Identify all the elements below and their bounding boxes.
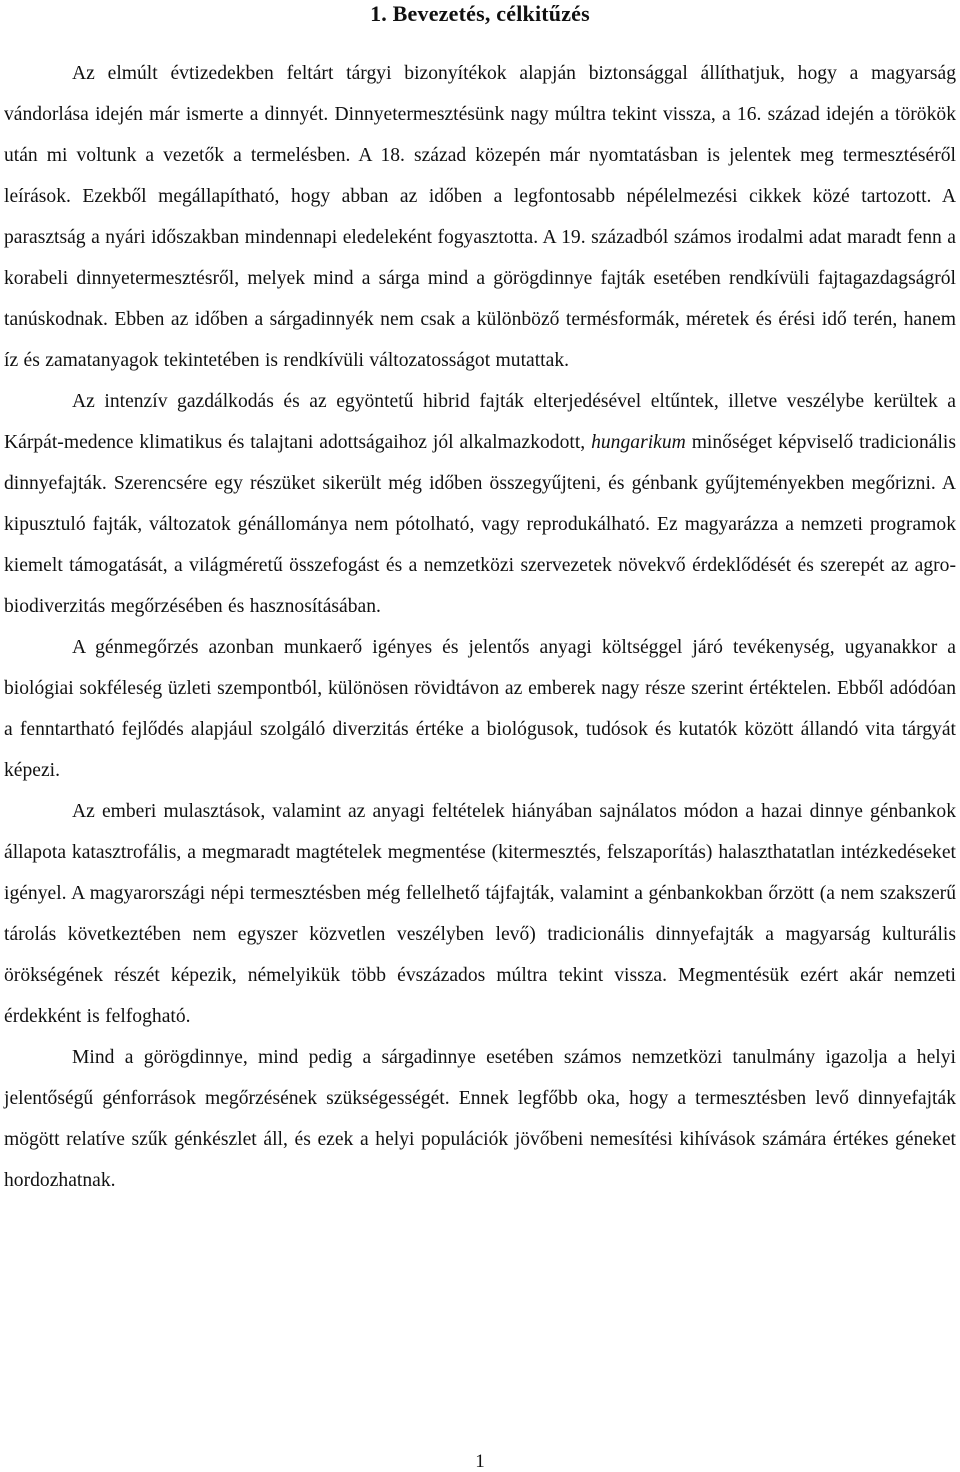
hungarikum-term: hungarikum — [591, 432, 686, 453]
section-heading: 1. Bevezetés, célkitűzés — [370, 1, 590, 26]
paragraph-5: Mind a görögdinnye, mind pedig a sárgadinnye esetében számos nemzetközi tanulmány igazolja a helyi jelentőségű génforrások megőrzésének szükségességét. Ennek legfőbb oka, hogy a termesztésben levő dinnyefajták mögött relatíve szűk génkészlet áll, és ezek a helyi populációk jövőbeni nemesítési kihívások számára értékes géneket hordozhatnak. — [4, 1047, 956, 1191]
paragraph-2-start: Az intenzív gazdálkodás és az egyöntetű hibrid fajták elterjedésével eltűntek, illetve veszélybe kerültek a Kárpát-medence klimatikus és talajtani adottságaihoz jól alkalmazkodott, — [4, 391, 956, 453]
page-number: 1 — [475, 1451, 485, 1472]
paragraph-1: Az elmúlt évtizedekben feltárt tárgyi bizonyítékok alapján biztonsággal állíthatjuk, hogy a magyarság vándorlása idején már ismerte a dinnyét. Dinnyetermesztésünk nagy múltra tekint vissza, a 16. század idején a törökök után mi voltunk a vezetők a termelésben. A 18. század közepén már nyomtatásban is jelentek meg termesztéséről leírások. Ezekből megállapítható, hogy abban az időben a legfontosabb népélelmezési cikkek közé tartozott. A parasztság a nyári időszakban mindennapi eledeleként fogyasztotta. A 19. századból számos irodalmi adat maradt fenn a korabeli dinnyetermesztésről, melyek mind a sárga mind a görögdinnye fajták esetében rendkívüli fajtagazdagságról tanúskodnak. Ebben az időben a sárgadinnyék nem csak a különböző termésformák, méretek és érési idő terén, hanem íz és zamatanyagok tekintetében is rendkívüli változatosságot mutattak. — [4, 63, 956, 371]
paragraph-2-end: minőséget képviselő tradicionális dinnyefajták. Szerencsére egy részüket sikerült még időben összegyűjteni, és génbank gyűjteményekben megőrizni. A kipusztuló fajták, változatok génállománya nem pótolható, vagy reprodukálható. Ez magyarázza a nemzeti programok kiemelt támogatását, a világméretű összefogást és a nemzetközi szervezetek növekvő érdeklődését és szerepét az agro-biodiverzitás megőrzésében és hasznosításában. — [4, 432, 956, 617]
paragraph-2 — [4, 381, 956, 627]
body-text — [4, 53, 956, 1201]
paragraph-3: A génmegőrzés azonban munkaerő igényes és jelentős anyagi költséggel járó tevékenység, ugyanakkor a biológiai sokféleség üzleti szempontból, különösen rövidtávon az emberek nagy része szerint értéktelen. Ebből adódóan a fenntartható fejlődés alapjául szolgáló diverzitás értéke a biológusok, tudósok és kutatók között állandó vita tárgyát képezi. — [4, 637, 956, 781]
paragraph-4: Az emberi mulasztások, valamint az anyagi feltételek hiányában sajnálatos módon a hazai dinnye génbankok állapota katasztrofális, a megmaradt magtételek megmentése (kitermesztés, felszaporítás) halaszthatatlan intézkedéseket igényel. A magyarországi népi termesztésben még fellelhető tájfajták, valamint a génbankokban őrzött (a nem szakszerű tárolás következtében nem egyszer közvetlen veszélyben levő) tradicionális dinnyefajták a magyarság kulturális örökségének részét képezik, némelyikük több évszázados múltra tekint vissza. Megmentésük ezért akár nemzeti érdekként is felfogható. — [4, 801, 956, 1027]
